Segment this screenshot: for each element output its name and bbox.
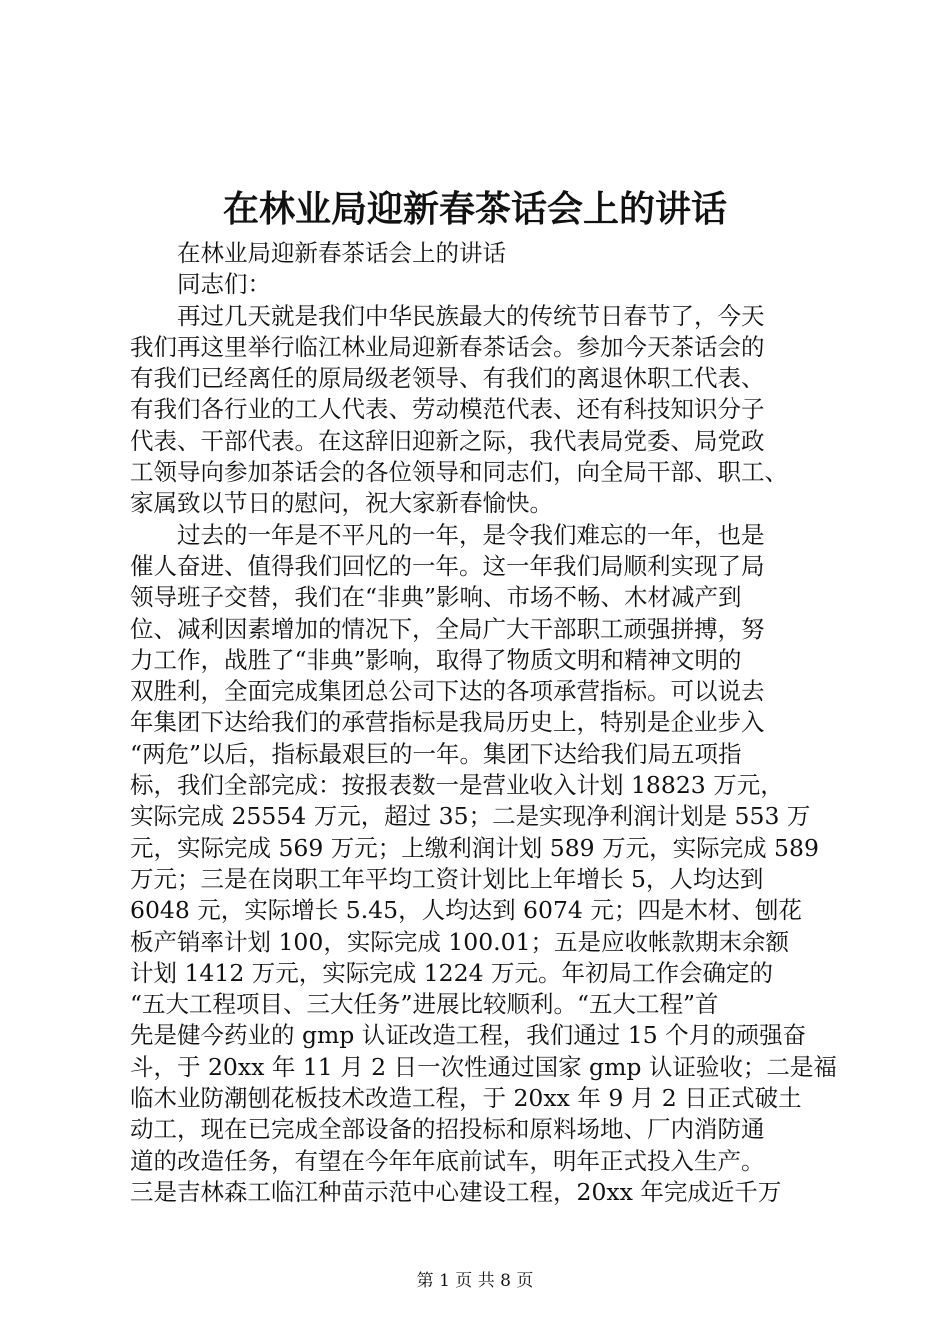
paragraph-line: 年集团下达给我们的承营指标是我局历史上，特别是企业步入 [130,708,765,737]
paragraph-line: 标，我们全部完成：按报表数一是营业收入计划 18823 万元， [130,771,784,800]
paragraph-line: 先是健今药业的 gmp 认证改造工程，我们通过 15 个月的顽强奋 [130,1021,807,1050]
paragraph-line: 双胜利，全面完成集团总公司下达的各项承营指标。可以说去 [130,677,765,706]
paragraph-line: “五大工程项目、三大任务”进展比较顺利。“五大工程”首 [130,990,719,1019]
paragraph-line: 位、减利因素增加的情况下，全局广大干部职工顽强拼搏，努 [130,614,765,643]
paragraph-line: 有我们已经离任的原局级老领导、有我们的离退休职工代表、 [130,364,765,393]
paragraph-line: 家属致以节日的慰问，祝大家新春愉快。 [130,489,553,518]
paragraph-line: 有我们各行业的工人代表、劳动模范代表、还有科技知识分子 [130,395,765,424]
paragraph-line: 催人奋进、值得我们回忆的一年。这一年我们局顺利实现了局 [130,551,765,580]
paragraph-line: 道的改造任务，有望在今年年底前试车，明年正式投入生产。 [130,1146,765,1175]
paragraph-line: 我们再这里举行临江林业局迎新春茶话会。参加今天茶话会的 [130,332,765,361]
paragraph-line: 6048 元，实际增长 5.45，人均达到 6074 元；四是木材、刨花 [130,896,802,925]
paragraph-line: 计划 1412 万元，实际完成 1224 万元。年初局工作会确定的 [130,958,773,987]
salutation-line: 同志们： [177,270,271,299]
document-body [130,238,836,1208]
page-number-footer: 第 1 页 共 8 页 [416,1271,534,1291]
document-title: 在林业局迎新春茶话会上的讲话 [222,188,727,230]
paragraph-line: 三是吉林森工临江种苗示范中心建设工程，20xx 年完成近千万 [130,1177,782,1206]
paragraph-line: 再过几天就是我们中华民族最大的传统节日春节了，今天 [177,301,765,330]
subtitle-line: 在林业局迎新春茶话会上的讲话 [177,239,506,267]
paragraph-line: 领导班子交替，我们在“非典”影响、市场不畅、木材减产到 [130,583,742,612]
paragraph-line: 板产销率计划 100，实际完成 100.01；五是应收帐款期末余额 [130,927,790,956]
paragraph-line: 元，实际完成 569 万元；上缴利润计划 589 万元，实际完成 589 [130,833,819,862]
paragraph-line: “两危”以后，指标最艰巨的一年。集团下达给我们局五项指 [130,739,742,768]
paragraph-line: 斗，于 20xx 年 11 月 2 日一次性通过国家 gmp 认证验收；二是福 [130,1052,837,1081]
paragraph-line: 临木业防潮刨花板技术改造工程，于 20xx 年 9 月 2 日正式破土 [130,1084,802,1113]
paragraph-line: 代表、干部代表。在这辞旧迎新之际，我代表局党委、局党政 [130,426,765,455]
paragraph-line: 力工作，战胜了“非典”影响，取得了物质文明和精神文明的 [130,645,742,674]
paragraph-line: 工领导向参加茶话会的各位领导和同志们，向全局干部、职工、 [130,458,788,487]
paragraph-line: 过去的一年是不平凡的一年，是令我们难忘的一年，也是 [177,520,765,549]
paragraph-line: 万元；三是在岗职工年平均工资计划比上年增长 5，人均达到 [130,864,764,893]
paragraph-line: 动工，现在已完成全部设备的招投标和原料场地、厂内消防通 [130,1115,765,1144]
paragraph-line: 实际完成 25554 万元，超过 35；二是实现净利润计划是 553 万 [130,802,811,831]
